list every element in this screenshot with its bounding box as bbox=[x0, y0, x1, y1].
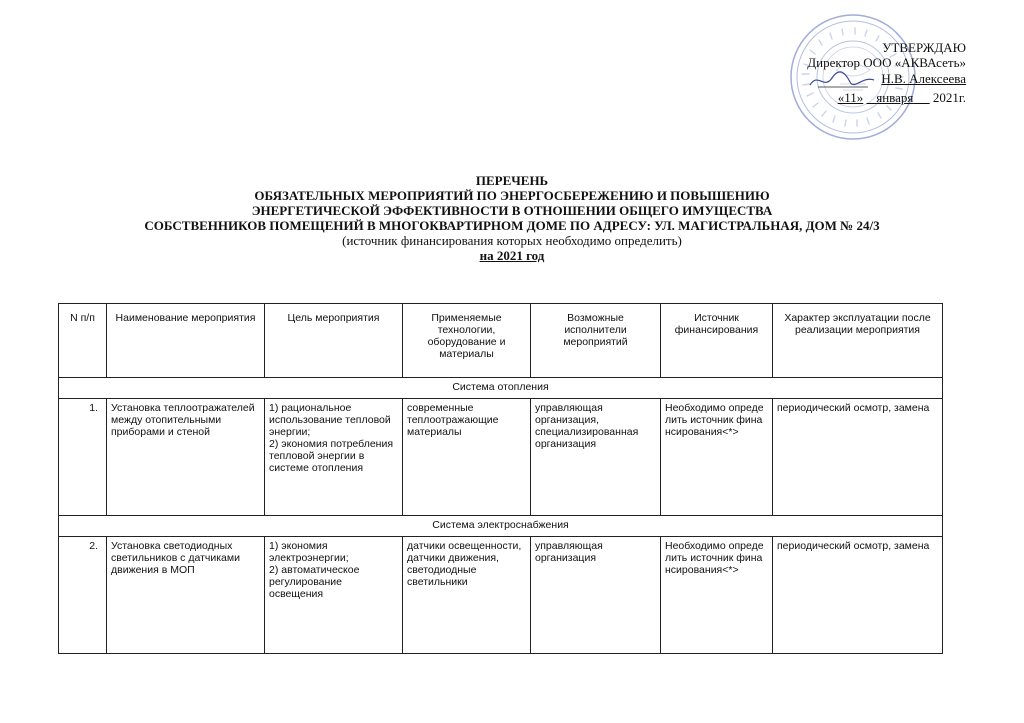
approval-block bbox=[746, 40, 966, 105]
table-row bbox=[59, 399, 943, 516]
approval-date bbox=[746, 90, 966, 105]
cell-num: 1. bbox=[59, 399, 107, 516]
cell-operation: периодический осмотр, замена bbox=[773, 399, 943, 516]
header-name: Наименование мероприятия bbox=[107, 304, 265, 378]
approval-date-day: «11» bbox=[837, 90, 864, 105]
cell-source: Необходимо определить источник финансирования<*> bbox=[661, 537, 773, 654]
section-title-heating: Система отопления bbox=[59, 378, 943, 399]
document-heading bbox=[60, 173, 964, 263]
header-executors: Возможные исполнители мероприятий bbox=[531, 304, 661, 378]
heading-line-5: (источник финансирования которых необходимо определить) bbox=[342, 233, 682, 248]
section-title-electric: Система электроснабжения bbox=[59, 516, 943, 537]
table-header-row bbox=[59, 304, 943, 378]
heading-year: на 2021 год bbox=[479, 248, 545, 263]
header-goal: Цель мероприятия bbox=[265, 304, 403, 378]
cell-tech: современные теплоотражающие материалы bbox=[403, 399, 531, 516]
header-tech: Применяемые технологии, оборудование и материалы bbox=[403, 304, 531, 378]
header-num: N п/п bbox=[59, 304, 107, 378]
header-operation: Характер эксплуатации после реализации мероприятия bbox=[773, 304, 943, 378]
heading-line-4: СОБСТВЕННИКОВ ПОМЕЩЕНИЙ В МНОГОКВАРТИРНОМ ДОМЕ ПО АДРЕСУ: УЛ. МАГИСТРАЛЬНАЯ, ДОМ № 24/3 bbox=[144, 218, 880, 233]
section-row bbox=[59, 516, 943, 537]
cell-goal: 1) экономия электроэнергии; 2) автоматическое регулирование освещения bbox=[265, 537, 403, 654]
section-row bbox=[59, 378, 943, 399]
cell-num: 2. bbox=[59, 537, 107, 654]
approval-signature-name: Н.В. Алексеева bbox=[881, 70, 966, 86]
cell-name: Установка светодиодных светильников с датчиками движения в МОП bbox=[107, 537, 265, 654]
approval-title: УТВЕРЖДАЮ bbox=[882, 40, 966, 55]
approval-signature-line bbox=[746, 70, 966, 90]
approval-date-month: января bbox=[876, 90, 914, 105]
signature-icon bbox=[808, 70, 878, 90]
header-source: Источник финансирования bbox=[661, 304, 773, 378]
cell-source: Необходимо определить источник финансирования<*> bbox=[661, 399, 773, 516]
measures-table bbox=[58, 303, 943, 654]
cell-executors: управляющая организация, специализированная организация bbox=[531, 399, 661, 516]
cell-goal: 1) рациональное использование тепловой энергии; 2) экономия потребления тепловой энергии в системе отопления bbox=[265, 399, 403, 516]
cell-operation: периодический осмотр, замена bbox=[773, 537, 943, 654]
cell-name: Установка теплоотражателей между отопительными приборами и стеной bbox=[107, 399, 265, 516]
heading-line-2: ОБЯЗАТЕЛЬНЫХ МЕРОПРИЯТИЙ ПО ЭНЕРГОСБЕРЕЖЕНИЮ И ПОВЫШЕНИЮ bbox=[254, 188, 770, 203]
table-row bbox=[59, 537, 943, 654]
cell-tech: датчики освещенности, датчики движения, светодиодные светильники bbox=[403, 537, 531, 654]
approval-date-year: 2021г. bbox=[932, 90, 966, 105]
cell-executors: управляющая организация bbox=[531, 537, 661, 654]
heading-line-3: ЭНЕРГЕТИЧЕСКОЙ ЭФФЕКТИВНОСТИ В ОТНОШЕНИИ ОБЩЕГО ИМУЩЕСТВА bbox=[251, 203, 773, 218]
approval-position: Директор ООО «АКВАсеть» bbox=[807, 55, 966, 70]
heading-line-1: ПЕРЕЧЕНЬ bbox=[475, 173, 549, 188]
